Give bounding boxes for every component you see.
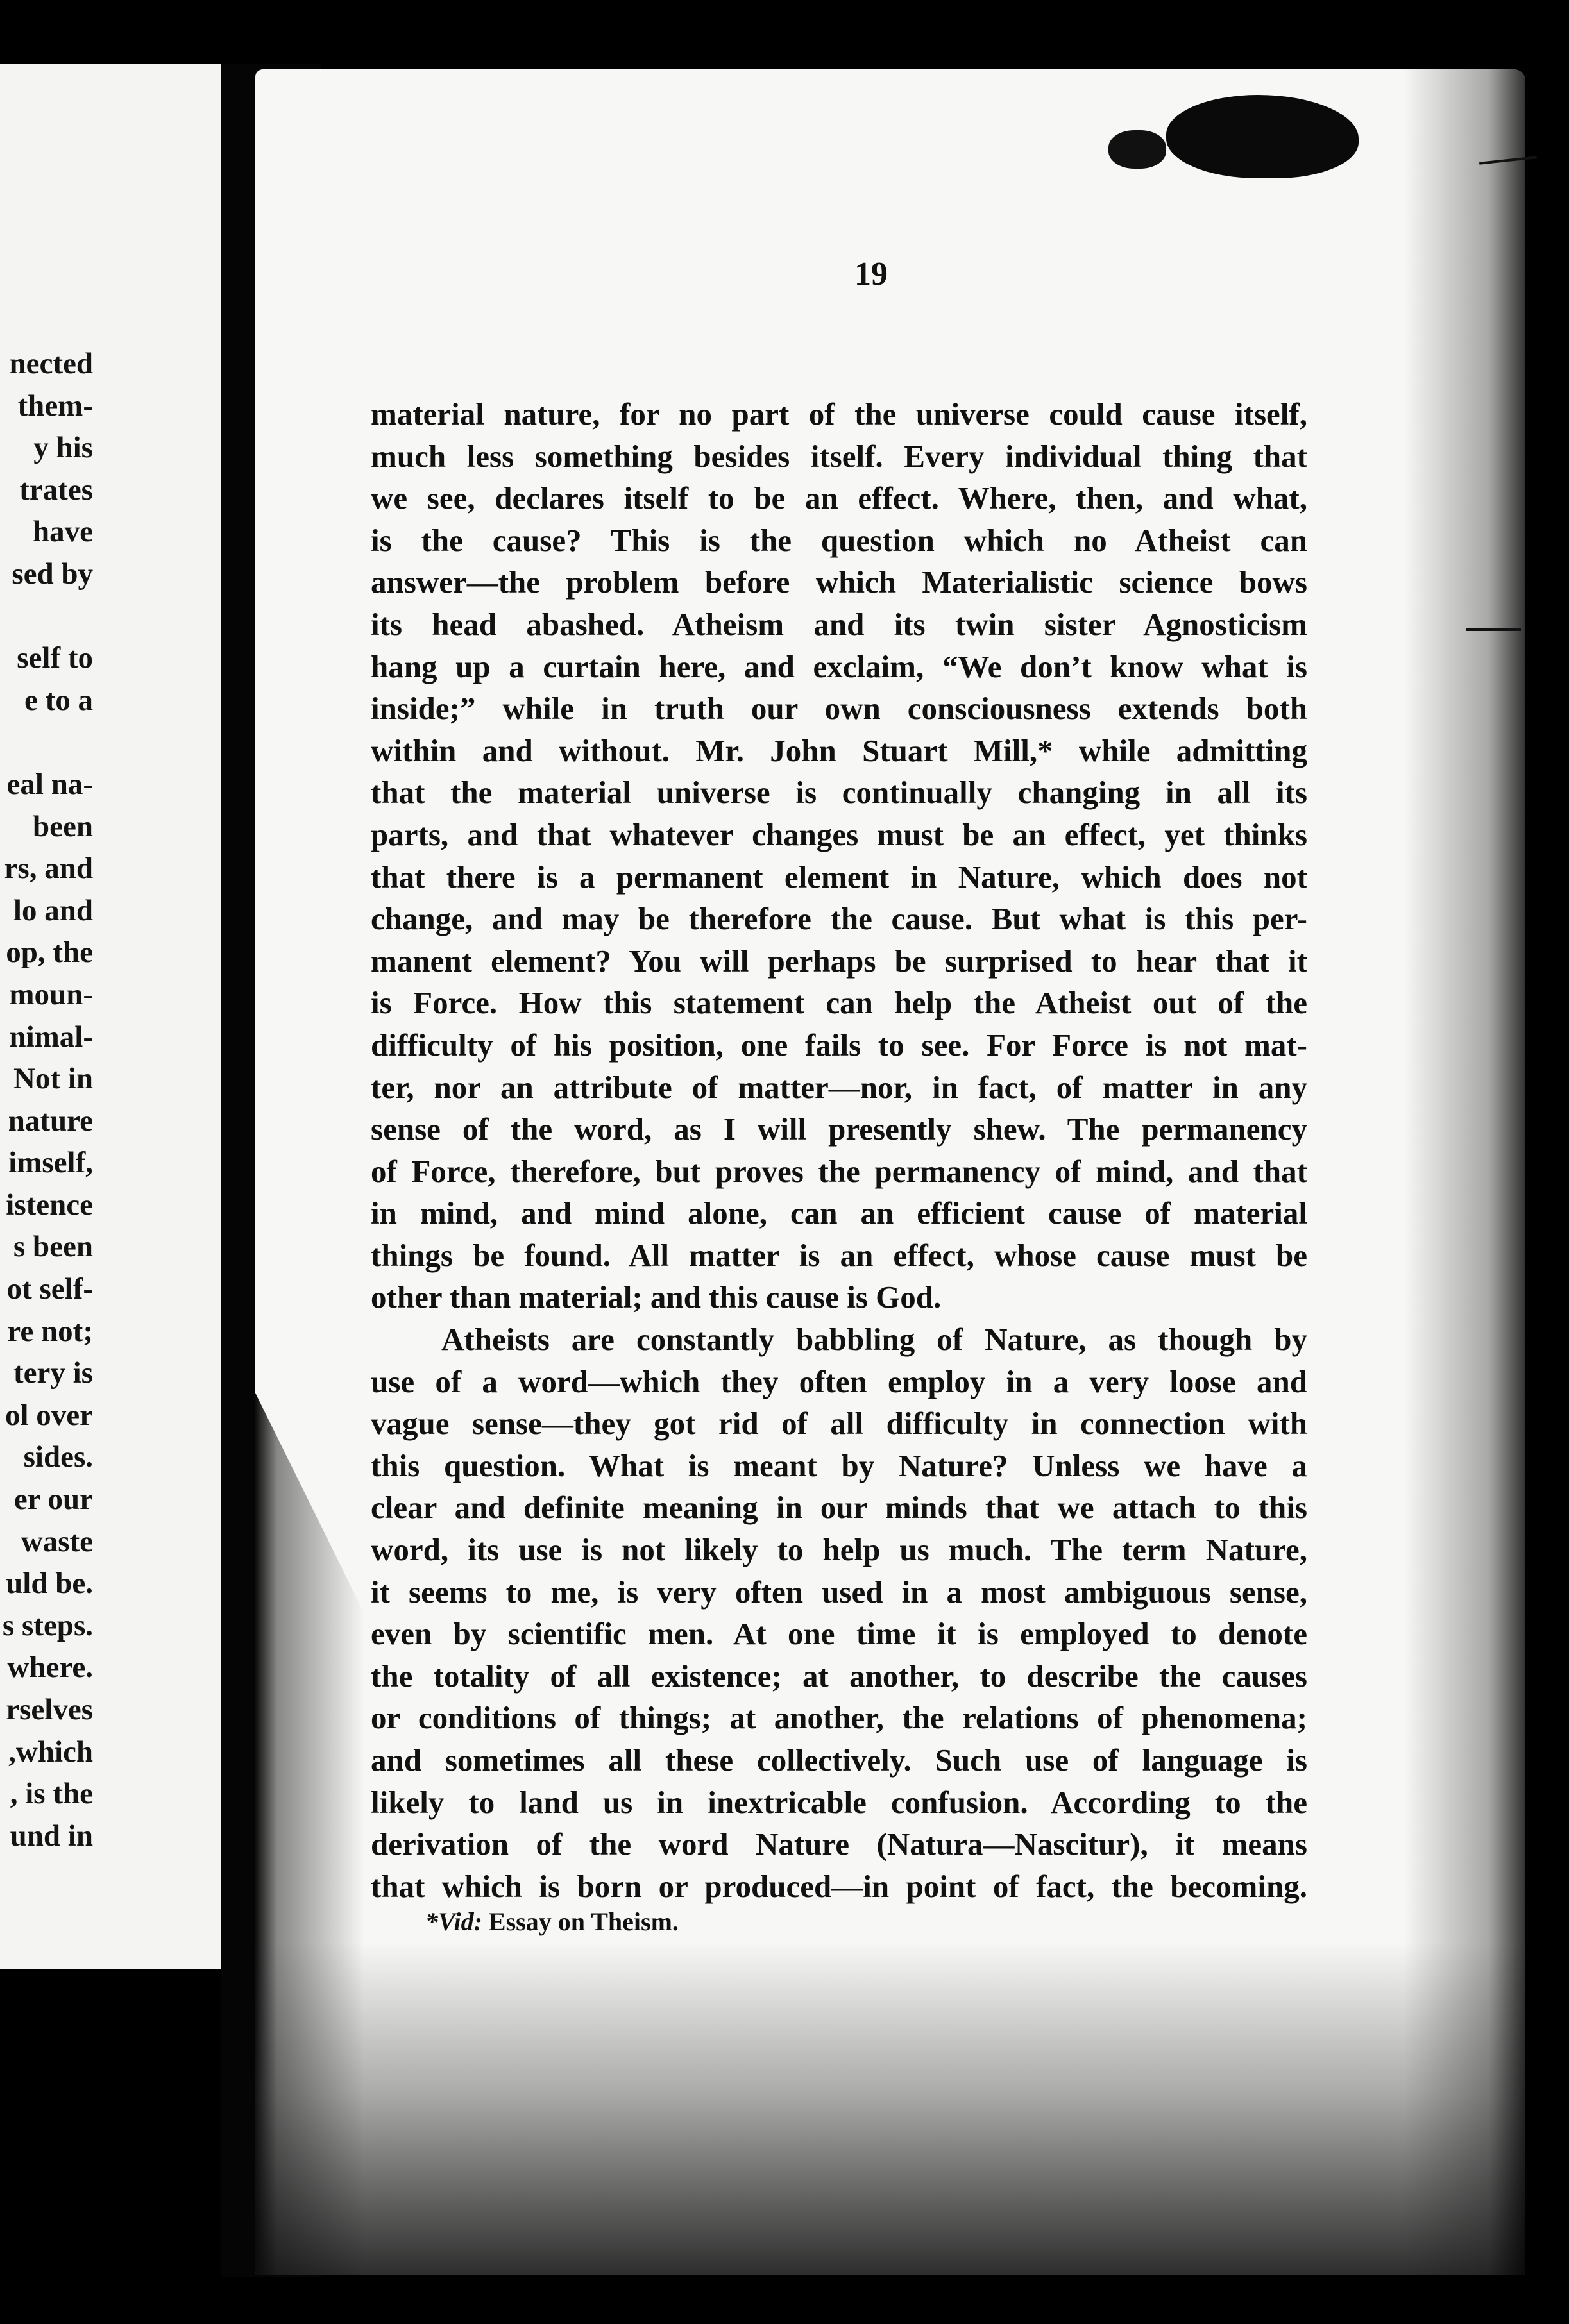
left-page-fragment: , is the [10,1777,93,1811]
margin-dash-mark [1466,628,1521,631]
text-line: is Force. How this statement can help the Atheist out of the [371,985,1307,1021]
left-page-fragment: self to [17,641,93,675]
text-line: we see, declares itself to be an effect. Where, then, and what, [371,480,1307,516]
left-page-fragment: re not; [7,1314,93,1348]
right-margin-marks [1466,0,1569,2324]
text-line: ter, nor an attribute of matter—nor, in fact, of matter in any [371,1069,1307,1105]
left-page-fragment: y his [33,431,93,465]
text-line: and sometimes all these collectively. Such use of language is [371,1742,1307,1778]
margin-dash-mark [1479,156,1537,164]
left-page-fragment: have [33,515,93,549]
text-line: answer—the problem before which Materialistic science bows [371,564,1307,600]
left-page-fragment: ,which [8,1735,93,1769]
left-page-fragment: ot self- [6,1272,93,1306]
footnote-text: Essay on Theism. [488,1907,679,1936]
left-facing-page [0,64,221,1969]
text-line: hang up a curtain here, and exclaim, “We don’t know what is [371,648,1307,684]
ink-blot [1166,95,1359,178]
text-line: in mind, and mind alone, can an efficient cause of material [371,1195,1307,1231]
text-line: much less something besides itself. Every individual thing that [371,438,1307,474]
text-line: even by scientific men. At one time it is employed to denote [371,1616,1307,1652]
text-line: change, and may be therefore the cause. But what is this per- [371,901,1307,937]
left-page-fragment: them- [17,389,93,423]
text-line: manent element? You will perhaps be surprised to hear that it [371,943,1307,979]
left-page-fragment: s steps. [2,1608,93,1642]
text-line: use of a word—which they often employ in a very loose and [371,1363,1307,1399]
text-line: within and without. Mr. John Stuart Mill,* while admitting [371,732,1307,768]
text-line: vague sense—they got rid of all difficulty in connection with [371,1406,1307,1442]
text-line: is the cause? This is the question which no Atheist can [371,522,1307,558]
left-page-fragment: waste [21,1524,93,1558]
footnote [425,1907,679,1937]
left-page-fragment: where. [7,1651,93,1685]
left-page-fragment: tery is [13,1356,93,1390]
left-page-fragment: istence [6,1188,93,1222]
text-line: clear and definite meaning in our minds that we attach to this [371,1490,1307,1526]
left-page-fragment: moun- [9,977,93,1011]
bottom-edge-shadow [255,1942,1525,2275]
text-line: it seems to me, is very often used in a most ambiguous sense, [371,1574,1307,1610]
left-page-fragment: e to a [24,683,93,717]
left-page-fragment [0,721,221,764]
left-page-fragment: rs, and [4,852,93,886]
text-line: of Force, therefore, but proves the permanency of mind, and that [371,1153,1307,1189]
text-line: parts, and that whatever changes must be an effect, yet thinks [371,816,1307,852]
text-line: material nature, for no part of the universe could cause itself, [371,396,1307,432]
text-line: this question. What is meant by Nature? Unless we have a [371,1447,1307,1483]
left-page-fragment: Not in [13,1062,93,1096]
text-line: that the material universe is continually changing in all its [371,775,1307,811]
ink-blot-small [1108,130,1166,169]
text-line: likely to land us in inextricable confusion. According to the [371,1784,1307,1820]
left-page-fragment: und in [10,1819,93,1853]
left-page-text-fragments [0,343,221,1857]
left-page-fragment: sides. [23,1440,93,1474]
left-page-fragment: been [33,809,93,843]
text-line: that there is a permanent element in Nature, which does not [371,859,1307,895]
text-line: derivation of the word Nature (Natura—Nascitur), it means [371,1826,1307,1862]
left-page-fragment: uld be. [6,1567,93,1601]
text-line: sense of the word, as I will presently shew. The permanency [371,1111,1307,1147]
left-page-fragment: s been [13,1230,93,1264]
left-page-fragment: imself, [8,1146,93,1180]
text-line: its head abashed. Atheism and its twin sister Agnosticism [371,606,1307,642]
left-page-fragment: er our [13,1483,93,1517]
text-line: inside;” while in truth our own consciousness extends both [371,691,1307,727]
text-line: or conditions of things; at another, the relations of phenomena; [371,1700,1307,1736]
text-line: difficulty of his position, one fails to see. For Force is not mat- [371,1027,1307,1063]
left-page-fragment: op, the [6,936,93,970]
left-page-fragment: nature [8,1104,93,1138]
left-page-fragment: nimal- [9,1020,93,1054]
left-page-fragment [0,596,221,638]
left-page-fragment: eal na- [6,767,93,801]
text-line: that which is born or produced—in point of fact, the becoming. [371,1868,1307,1904]
body-text [371,393,1307,1907]
text-line: things be found. All matter is an effect, whose cause must be [371,1237,1307,1273]
footnote-marker: *Vid: [425,1907,482,1936]
left-page-fragment: ol over [4,1398,93,1432]
left-page-fragment: nected [9,347,93,380]
text-line: the totality of all existence; at another, to describe the causes [371,1658,1307,1694]
text-line: Atheists are constantly babbling of Nature, as though by [441,1322,1307,1358]
main-page [255,69,1525,2275]
left-page-fragment: sed by [12,557,93,591]
text-line: other than material; and this cause is God. [371,1279,942,1315]
left-page-fragment: trates [19,473,93,507]
left-page-fragment: rselves [6,1693,93,1726]
left-page-fragment: lo and [13,893,93,927]
page-number: 19 [854,256,888,292]
text-line: word, its use is not likely to help us much. The term Nature, [371,1532,1307,1568]
